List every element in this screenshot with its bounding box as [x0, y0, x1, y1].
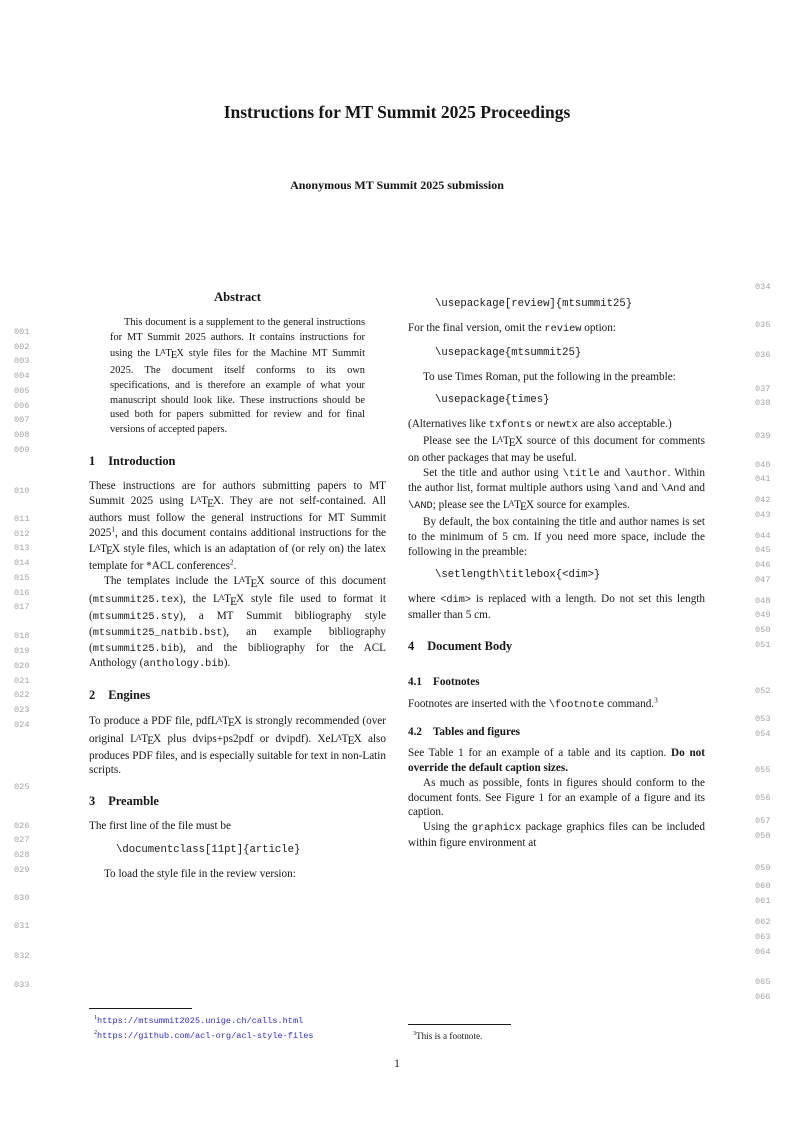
paper-title: Instructions for MT Summit 2025 Proceedings	[223, 102, 571, 122]
subsection-heading	[408, 725, 705, 740]
line-number: 034	[755, 282, 771, 292]
footnote-ref: 3	[413, 1030, 416, 1037]
inline-code: mtsummit25.tex	[92, 594, 180, 607]
line-number: 060	[755, 881, 771, 891]
section-heading	[408, 639, 705, 654]
paragraph: Footnotes are inserted with the \footnote command.$^3$	[408, 696, 658, 712]
code-block: \usepackage{mtsummit25}	[435, 346, 582, 359]
line-number: 052	[755, 686, 771, 696]
inline-code: mtsummit25_natbib.bst	[92, 627, 223, 640]
inline-code: txfonts	[488, 419, 533, 432]
line-number: 030	[14, 893, 30, 903]
line-number: 010	[14, 486, 30, 496]
inline-code: \footnote	[548, 699, 605, 712]
inline-code: newtx	[546, 419, 578, 432]
line-number: 004	[14, 371, 30, 381]
subsection-heading	[408, 675, 705, 690]
line-number: 048	[755, 596, 771, 606]
latex-logo: LATEX	[212, 593, 245, 608]
paragraph: To use Times Roman, put the following in the preamble:	[423, 370, 676, 383]
line-number: 012	[14, 529, 30, 539]
line-number: 050	[755, 625, 771, 635]
line-number: 014	[14, 558, 30, 568]
section-number: 2	[89, 688, 96, 703]
line-number: 059	[755, 863, 771, 873]
inline-code: \and	[613, 483, 639, 496]
inline-code: \And	[660, 483, 686, 496]
footnote-ref: 1	[94, 1014, 97, 1021]
line-number: 061	[755, 896, 771, 906]
paragraph: The templates include the LATEX source of this document (mtsummit25.tex), the LATEX style file used to format it (mtsummit25.sty), a MT Summit bibliography style (mtsummit25_natbib.bst), an example bibliography (mtsummit25.bib), and the bibliography for the ACL Anthology (anthology.bib).	[89, 575, 386, 671]
section-title: Footnotes	[432, 676, 480, 689]
paper-author: Anonymous MT Summit 2025 submission	[290, 178, 504, 192]
inline-code: review	[544, 323, 582, 335]
footnotes	[89, 1008, 386, 1044]
section-heading	[89, 454, 386, 469]
footnote-rule	[408, 1024, 511, 1025]
line-number: 037	[755, 384, 771, 394]
paragraph: Set the title and author using \title and \author. Within the author list, format multiple authors using \and and \And and \AND; please see the LATEX source for examples.	[408, 466, 706, 514]
line-number: 025	[14, 782, 30, 792]
inline-code: mtsummit25.sty	[92, 611, 180, 624]
line-number: 011	[14, 514, 30, 524]
line-number: 007	[14, 415, 30, 425]
line-number: 041	[755, 474, 771, 484]
line-number: 035	[755, 320, 771, 330]
line-number: 015	[14, 573, 30, 583]
footnote: $^3$This is a footnote.	[413, 1030, 483, 1041]
line-number: 005	[14, 386, 30, 396]
footnote-rule	[89, 1008, 192, 1009]
line-number: 029	[14, 865, 30, 875]
line-number: 031	[14, 921, 30, 931]
inline-code: \author	[624, 467, 668, 480]
line-number: 042	[755, 495, 771, 505]
latex-logo: LATEX	[189, 495, 222, 510]
paragraph: where <dim> is replaced with a length. Do not set this length smaller than 5 cm.	[408, 593, 706, 621]
footnote-ref: 2	[229, 558, 234, 566]
line-number: 053	[755, 714, 771, 724]
paragraph: Using the graphicx package graphics files can be included within figure environment at	[408, 820, 705, 849]
latex-logo: LATEX	[89, 542, 121, 558]
paragraph: (Alternatives like txfonts or newtx are also acceptable.)	[408, 418, 672, 432]
line-number: 054	[755, 729, 771, 739]
paragraph: The first line of the file must be	[89, 819, 231, 832]
line-number: 066	[755, 992, 771, 1002]
section-number: 3	[89, 794, 96, 809]
footnote	[94, 1014, 386, 1028]
line-number: 024	[14, 720, 30, 730]
paragraph: To produce a PDF file, pdfLATEX is strongly recommended (over original LATEX plus dvips+ps2pdf or dvipdf). XeLATEX also produces PDF files, and is especially suitable for text in non-Latin scripts.	[89, 714, 386, 777]
line-number: 049	[755, 610, 771, 620]
paragraph: See Table 1 for an example of a table and its caption. Do not override the default caption sizes.	[408, 747, 705, 775]
paragraph: As much as possible, fonts in figures should conform to the document fonts. See Figure 1 for an example of a figure and its caption.	[408, 776, 705, 819]
line-number: 056	[755, 793, 771, 803]
line-number: 032	[14, 951, 30, 961]
footnote-ref: 2	[94, 1029, 97, 1036]
latex-logo: LATEX	[491, 435, 523, 450]
section-number: 1	[89, 454, 96, 469]
line-number: 039	[755, 431, 771, 441]
line-number: 017	[14, 602, 30, 612]
inline-code: \title	[562, 467, 600, 480]
line-number: 008	[14, 430, 30, 440]
footnote-ref: 1	[111, 525, 116, 534]
line-number: 001	[14, 327, 30, 337]
footnote	[94, 1029, 386, 1043]
section-title: Document Body	[427, 638, 513, 653]
code-block: \usepackage{times}	[435, 394, 550, 407]
code-block: \usepackage[review]{mtsummit25}	[435, 298, 633, 310]
section-title: Engines	[108, 688, 151, 703]
latex-logo: LATEX	[330, 732, 362, 748]
line-number: 026	[14, 821, 30, 831]
section-heading	[89, 794, 386, 809]
latex-logo: LATEX	[502, 499, 535, 514]
line-number: 006	[14, 401, 30, 411]
paragraph: These instructions are for authors submitting papers to MT Summit 2025 using LATEX. They are not self-contained. All authors must follow the general instructions for MT Summit 2025$^1$, and this document contains additional instructions for the LATEX style files, which is an adaptation of (or rely on) the latex template for *ACL conferences$^2$.	[89, 479, 386, 572]
left-column	[89, 288, 386, 1044]
line-number: 044	[755, 531, 771, 541]
line-number: 013	[14, 543, 30, 553]
line-number: 028	[14, 850, 30, 860]
line-number: 009	[14, 445, 30, 455]
section-heading	[89, 688, 386, 703]
line-number: 040	[755, 460, 771, 470]
section-number: 4.2	[408, 725, 422, 738]
line-number: 046	[755, 560, 771, 570]
line-number: 045	[755, 545, 771, 555]
line-number: 058	[755, 831, 771, 841]
latex-logo: LATEX	[233, 575, 265, 590]
line-number: 027	[14, 835, 30, 845]
paragraph: For the final version, omit the review option:	[408, 322, 616, 335]
line-number: 002	[14, 342, 30, 352]
line-number: 063	[755, 932, 771, 942]
line-number: 018	[14, 631, 30, 641]
line-number: 022	[14, 690, 30, 700]
line-number: 038	[755, 398, 771, 408]
footnote-link[interactable]: https://mtsummit2025.unige.ch/calls.html	[96, 1016, 304, 1026]
line-number: 020	[14, 661, 30, 671]
page-number: 1	[394, 1058, 400, 1070]
line-number: 047	[755, 575, 771, 585]
line-number: 055	[755, 765, 771, 775]
line-number: 036	[755, 350, 771, 360]
line-number: 021	[14, 676, 30, 686]
inline-code: <dim>	[440, 594, 472, 607]
inline-code: \AND	[408, 500, 433, 513]
section-title: Introduction	[108, 454, 176, 469]
line-number: 062	[755, 917, 771, 927]
footnote-ref: 3	[654, 696, 658, 705]
line-number: 019	[14, 646, 30, 656]
section-number: 4.1	[408, 676, 422, 689]
bold-text: Do not override the default caption sizes.	[408, 747, 705, 775]
latex-logo: LATEX	[130, 732, 162, 748]
abstract-text: This document is a supplement to the general instructions for MT Summit 2025 authors. It contains instructions for using the LATEX style files for the Machine MT Summit 2025. The document itself conforms to its own specifications, and is therefore an example of what your manuscript should look like. These instructions should be used both for papers submitted for review and for final versions of accepted papers.	[110, 316, 366, 436]
right-column	[408, 288, 705, 1044]
paragraph: Please see the LATEX source of this document for comments on other packages that may be useful.	[408, 435, 705, 465]
line-number: 003	[14, 356, 30, 366]
code-block: \setlength\titlebox{<dim>}	[435, 569, 601, 582]
latex-logo: LATEX	[154, 347, 184, 362]
inline-code: graphicx	[471, 821, 522, 834]
latex-logo: LATEX	[210, 714, 243, 730]
line-number: 043	[755, 510, 771, 520]
inline-code: anthology.bib	[143, 658, 224, 671]
paragraph: By default, the box containing the title and author names is set to the minimum of 5 cm. If you need more space, include the following in the preamble:	[408, 516, 705, 558]
section-number: 4	[408, 638, 415, 653]
line-number: 065	[755, 977, 771, 987]
section-title: Preamble	[108, 794, 159, 809]
footnote-link[interactable]: https://github.com/acl-org/acl-style-files	[96, 1031, 314, 1041]
line-number: 033	[14, 980, 30, 990]
line-number: 016	[14, 588, 30, 598]
line-number: 064	[755, 947, 771, 957]
line-number: 051	[755, 640, 771, 650]
line-number: 023	[14, 705, 30, 715]
section-title: Tables and figures	[432, 725, 521, 738]
footnotes	[408, 1024, 705, 1044]
inline-code: mtsummit25.bib	[92, 642, 180, 655]
paragraph: To load the style file in the review version:	[104, 867, 296, 880]
code-block: \documentclass[11pt]{article}	[116, 843, 301, 856]
abstract-heading: Abstract	[214, 290, 261, 304]
line-number: 057	[755, 816, 771, 826]
